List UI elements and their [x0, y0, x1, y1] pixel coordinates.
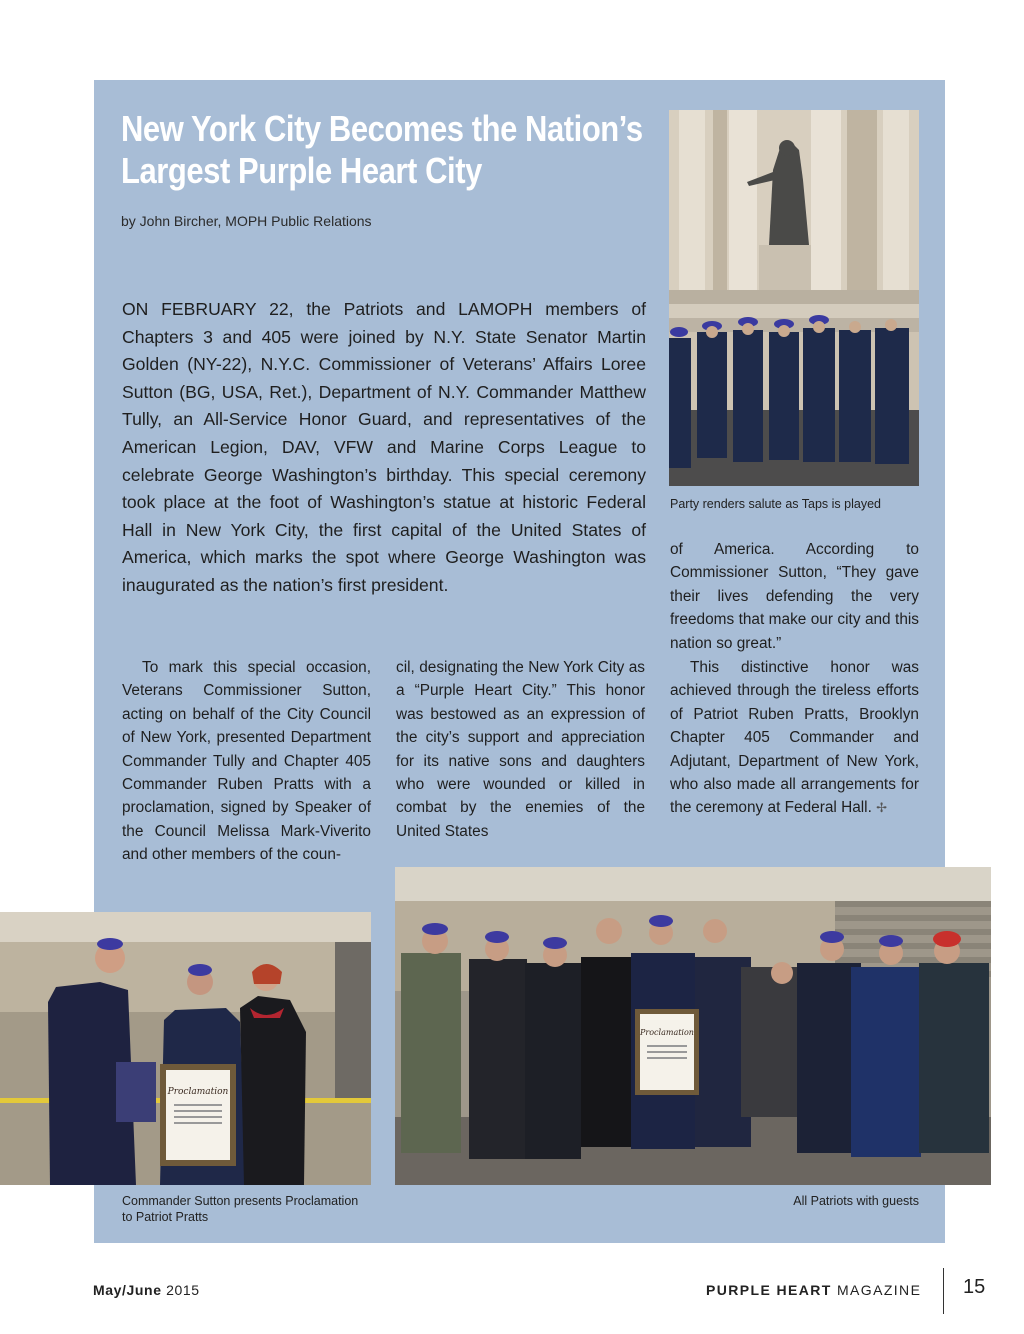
proclamation-caption: Commander Sutton presents Proclamation to Patriot Pratts	[122, 1194, 359, 1224]
lead-text: the Patriots and LAMOPH members of Chapters 3 and 405 were joined by N.Y. State Senator Martin Golden (NY-22), N.Y.C. Commissioner of Veterans’ Affairs Loree Sutton (BG, USA, Ret.), Department of N.Y. Commander Matthew Tully, an All-Service Honor Guard, and representatives of the American Legion, DAV, VFW and Marine Corps League to celebrate George Washington’s birthday. This special ceremony took place at the foot of Washington’s statue at historic Federal Hall in New York City, the first capital of the United States of America, which marks the spot where George Washington was inaugurated as the nation’s first president.	[122, 299, 646, 595]
magazine-name-rest: MAGAZINE	[831, 1282, 922, 1298]
magazine-name-bold: PURPLE HEART	[706, 1282, 832, 1298]
body-column-1: To mark this special occasion, Veterans Commissioner Sutton, acting on behalf of the City Council of New York, presented Department Commander Tully and Chapter 405 Commander Ruben Pratts with a proclamation, signed by Speaker of the Council Melissa Mark-Viverito and other members of the coun-	[122, 659, 371, 864]
group-image	[395, 867, 991, 1185]
proclamation-doc-title-2: Proclamation	[640, 1028, 694, 1037]
body-column-3-text: This distinctive honor was achieved through the tireless efforts of Patriot Ruben Pratts, Brooklyn Chapter 405 Commander and Adjutant, Department of New York, who also made all arrangements for the ceremony at Federal Hall.	[670, 659, 919, 817]
page-number: 15	[963, 1276, 986, 1298]
group-caption: All Patriots with guests	[793, 1194, 919, 1208]
lead-caps: ON FEBRUARY 22,	[122, 299, 294, 319]
photo-group	[395, 867, 991, 1185]
issue-date	[93, 1282, 200, 1298]
article-title: New York City Becomes the Nation’s Largest Purple Heart City	[121, 108, 643, 191]
end-mark: ✢	[876, 800, 888, 816]
body-column-3-bottom	[670, 656, 919, 820]
photo-proclamation-presentation	[0, 912, 371, 1185]
issue-months: May/June	[93, 1282, 162, 1298]
issue-year: 2015	[161, 1282, 200, 1298]
body-column-3-top: of America. According to Commissioner Sutton, “They gave their lives defending the very freedoms that make our city and this nation so great.”	[670, 541, 919, 652]
lead-paragraph	[122, 296, 646, 600]
proclamation-doc-title-1: Proclamation	[167, 1087, 229, 1097]
proclamation-presentation-image	[0, 912, 371, 1185]
photo-statue-salute	[669, 110, 919, 486]
body-column-2: cil, designating the New York City as a “Purple Heart City.” This honor was bestowed as an expression of the city’s support and appreciation for its native sons and daughters who were wounded or killed in combat by the enemies of the United States	[396, 659, 645, 840]
statue-caption: Party renders salute as Taps is played	[670, 497, 881, 511]
statue-salute-image	[669, 110, 919, 486]
byline: by John Bircher, MOPH Public Relations	[121, 213, 372, 229]
magazine-name	[706, 1282, 921, 1298]
footer-divider	[943, 1268, 944, 1314]
